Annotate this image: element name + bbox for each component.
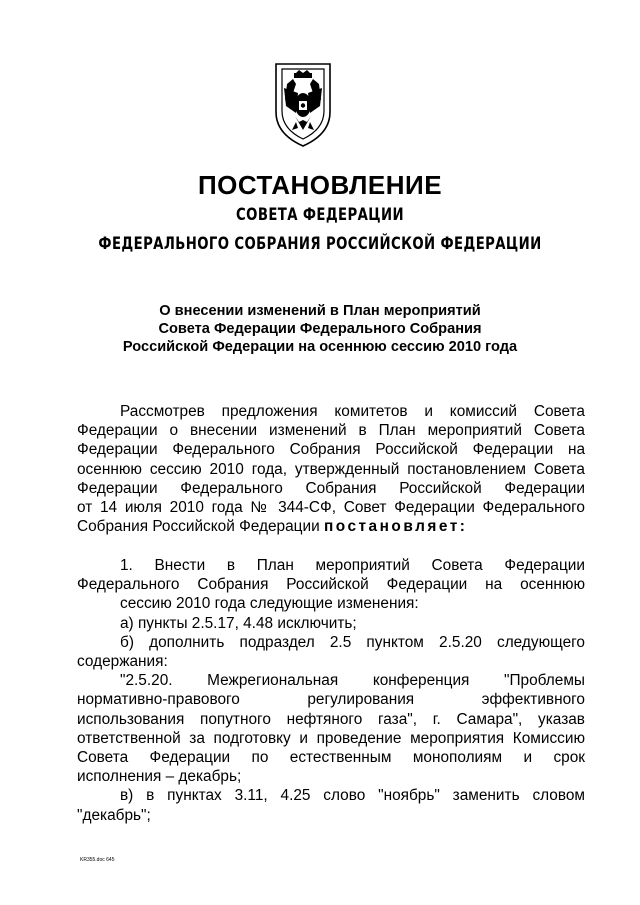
paragraph-line: "2.5.20. Межрегиональная конференция "Проблемы bbox=[120, 672, 585, 690]
paragraph-line: Рассмотрев предложения комитетов и комиссий Совета bbox=[120, 403, 585, 420]
preamble-paragraph bbox=[77, 402, 585, 536]
paragraph-line: использования попутного нефтяного газа", г. Самара", указав bbox=[77, 710, 585, 728]
paragraph-line: содержания: bbox=[77, 653, 168, 671]
paragraph-line: Совета Федерации по естественным монополиям и срок bbox=[77, 749, 585, 767]
document-footer-code: KR355.doc 645 bbox=[80, 857, 115, 863]
paragraph-line: осеннюю сессию 2010 года, утвержденный постановлением Совета bbox=[77, 460, 585, 478]
document-type-heading: ПОСТАНОВЛЕНИЕ bbox=[197, 170, 443, 200]
item-1-paragraph bbox=[77, 556, 585, 825]
paragraph-line: "декабрь"; bbox=[77, 806, 151, 824]
paragraph-line: Федерации о внесении изменений в План мероприятий Совета bbox=[77, 422, 585, 440]
document-title bbox=[0, 302, 640, 356]
paragraph-line: Федерального Собрания Российской Федерации на осеннюю bbox=[77, 576, 585, 594]
paragraph-line: Федерации Федерального Собрания Российской Федерации bbox=[77, 479, 585, 497]
paragraph-line: ответственной за подготовку и проведение мероприятия Комиссию bbox=[77, 729, 585, 747]
resolves-word: постановляет: bbox=[323, 518, 468, 536]
paragraph-line: в) в пунктах 3.11, 4.25 слово "ноябрь" заменить словом bbox=[120, 787, 585, 805]
paragraph-text: Собрания Российской Федерации bbox=[77, 518, 320, 536]
paragraph-line: б) дополнить подраздел 2.5 пунктом 2.5.20 следующего bbox=[120, 633, 585, 651]
paragraph-line bbox=[77, 517, 585, 536]
paragraph-line: 1. Внести в План мероприятий Совета Федерации bbox=[120, 557, 585, 574]
issuer-heading-line2: ФЕДЕРАЛЬНОГО СОБРАНИЯ РОССИЙСКОЙ ФЕДЕРАЦИИ bbox=[98, 234, 542, 254]
paragraph-line: сессию 2010 года следующие изменения: bbox=[120, 595, 419, 613]
coat-of-arms-emblem bbox=[272, 60, 334, 150]
paragraph-line: Федерации Федерального Собрания Российской Федерации на bbox=[77, 441, 585, 459]
title-line: Совета Федерации Федерального Собрания bbox=[158, 321, 482, 337]
paragraph-line: от 14 июля 2010 года № 344-СФ, Совет Федерации Федерального bbox=[77, 499, 585, 517]
paragraph-line: нормативно-правового регулирования эффективного bbox=[77, 691, 585, 709]
issuer-heading-line1: СОВЕТА ФЕДЕРАЦИИ bbox=[236, 205, 404, 225]
paragraph-line: а) пункты 2.5.17, 4.48 исключить; bbox=[120, 614, 357, 632]
title-line: О внесении изменений в План мероприятий bbox=[159, 303, 481, 319]
paragraph-line: исполнения – декабрь; bbox=[77, 768, 242, 786]
title-line: Российской Федерации на осеннюю сессию 2010 года bbox=[122, 339, 518, 355]
